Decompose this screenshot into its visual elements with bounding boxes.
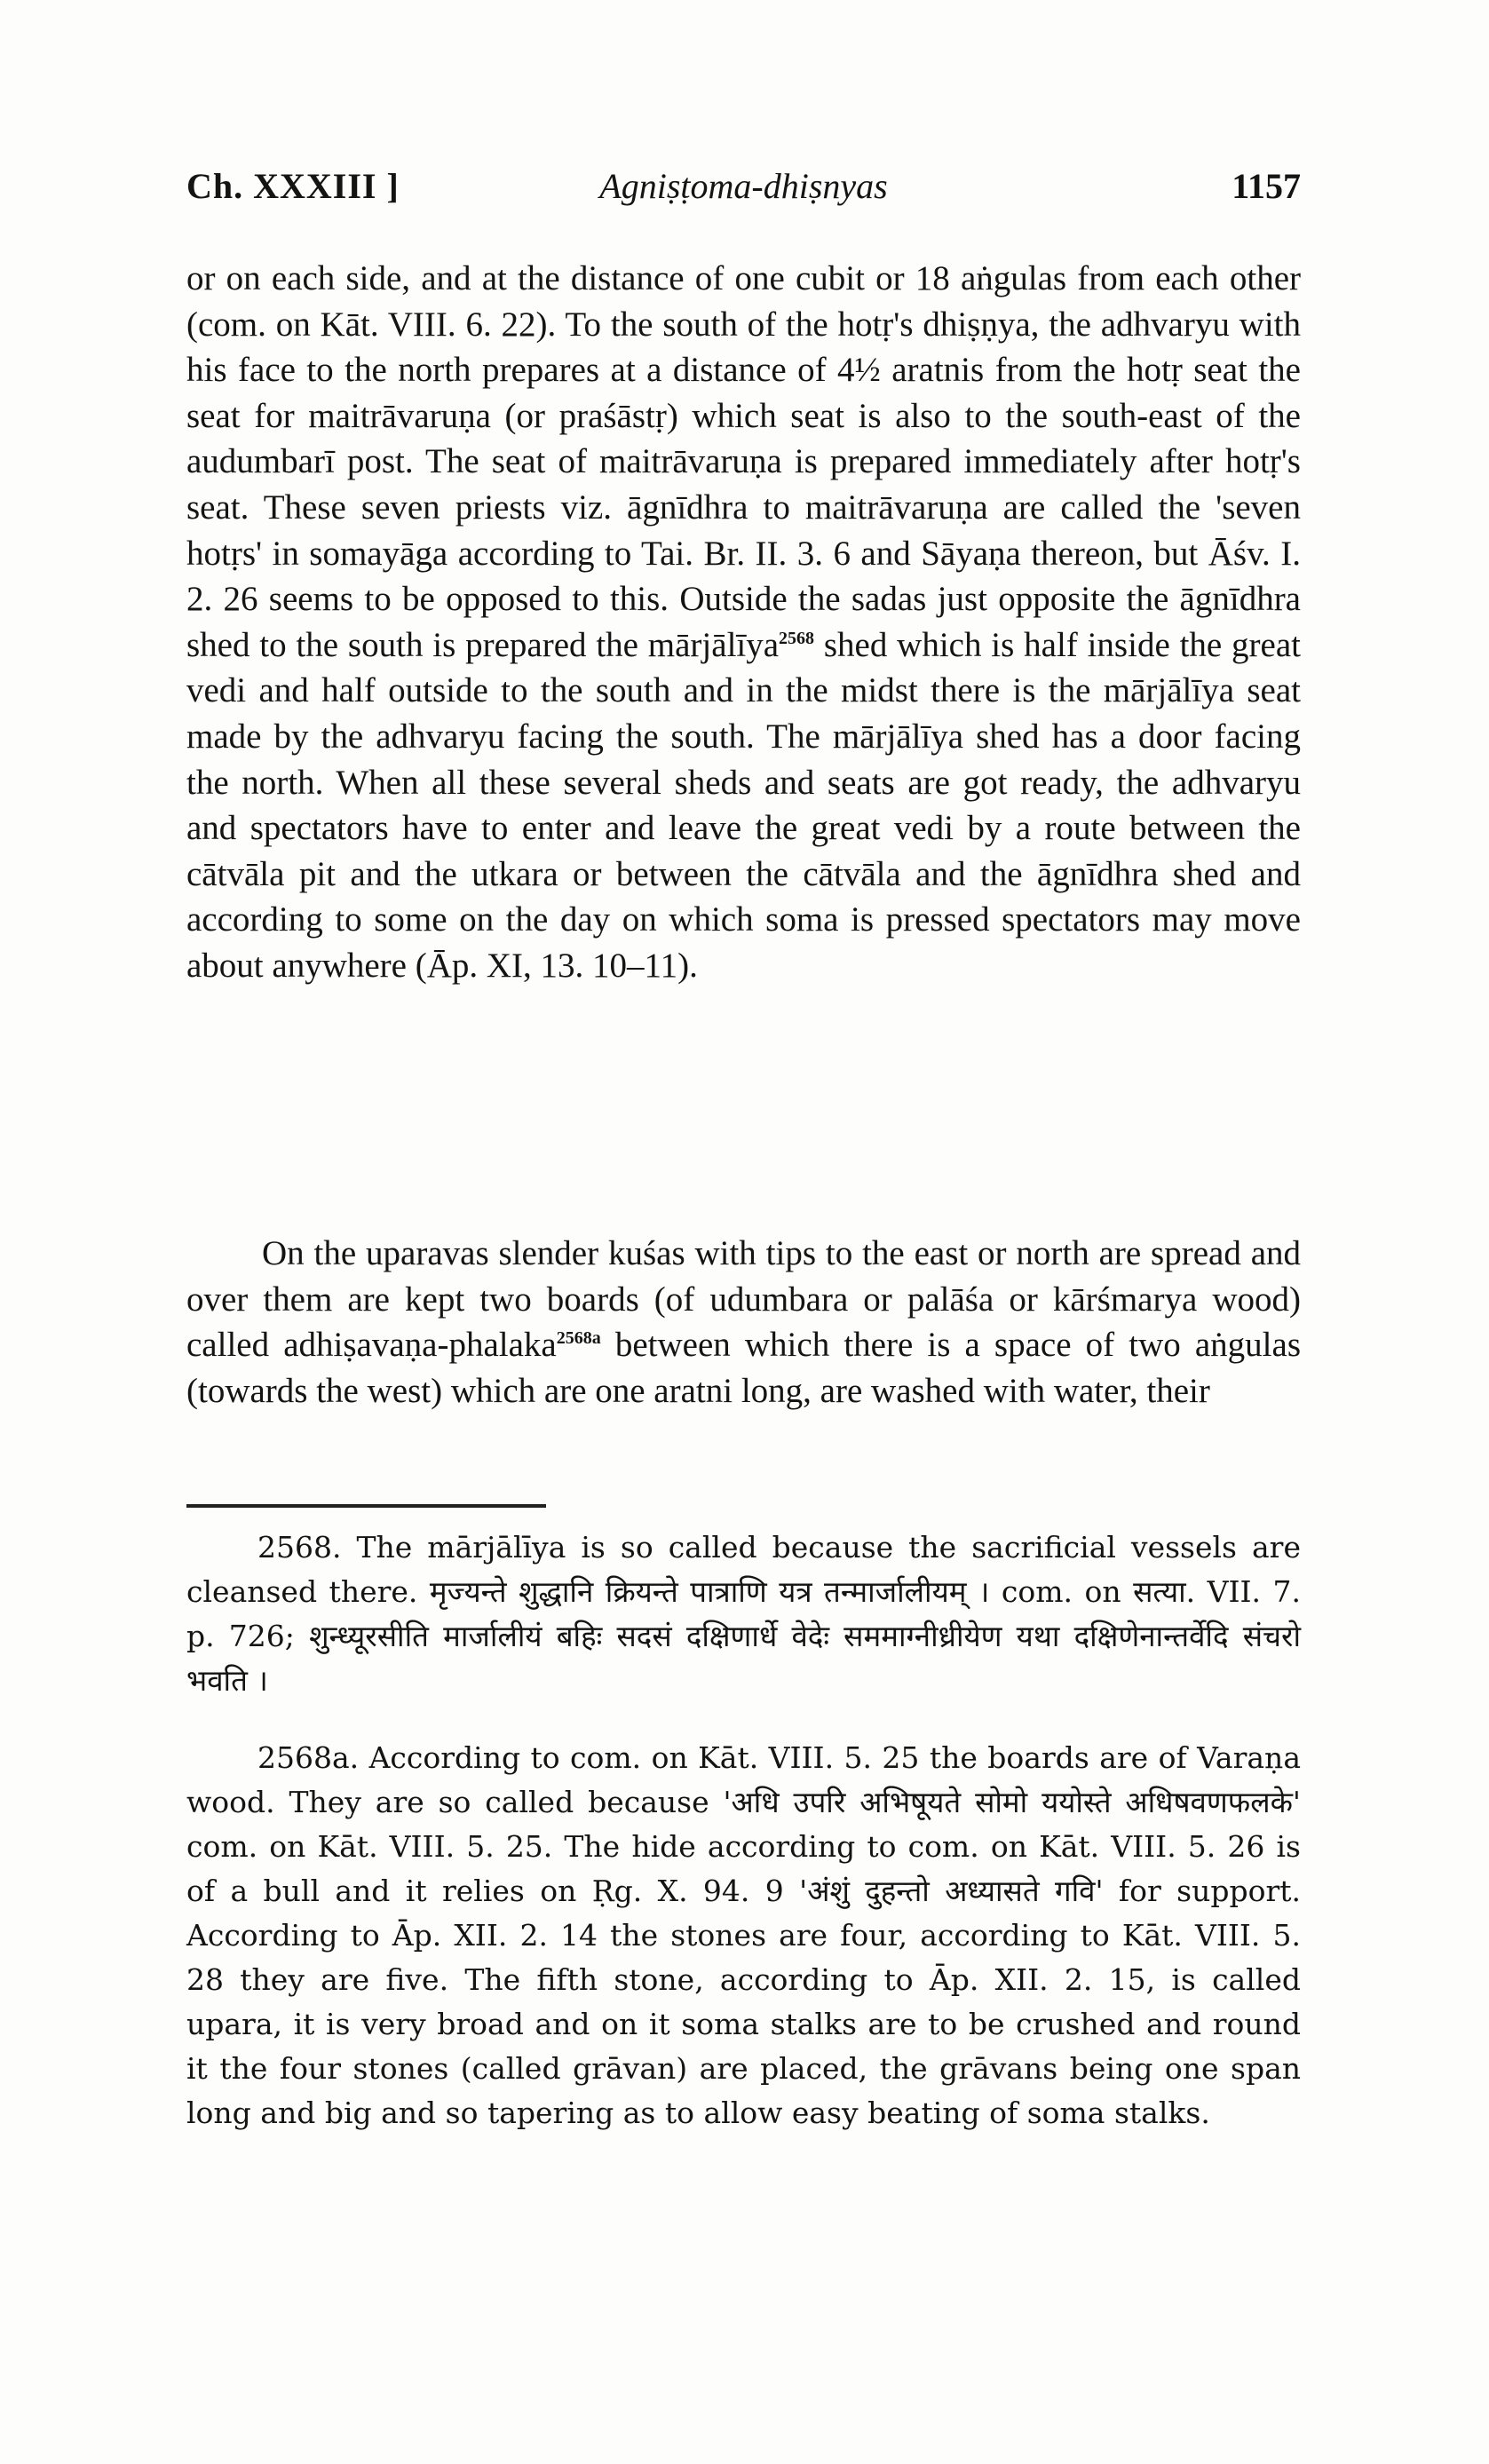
running-title: Agniṣṭoma-dhiṣnyas [599, 166, 888, 206]
paragraph-text: or on each side, and at the distance of one cubit or 18 aṅgulas from each other (com. on Kāt. VIII. 6. 22). To the south of the hotṛ's dhiṣṇya, the adhvaryu with his face to the north prepares at a distance of 4½ aratnis from the hotṛ seat the seat for maitrāvaruṇa (or praśāstṛ) which seat is also to the south-east of the audumbarī post. The seat of maitrāvaruṇa is prepared immediately after hotṛ's seat. These seven priests viz. āgnīdhra to maitrāvaruṇa are called the 'seven hotṛs' in somayāga according to Tai. Br. II. 3. 6 and Sāyaṇa thereon, but Āśv. I. 2. 26 seems to be opposed to this. Outside the sadas just opposite the āgnīdhra shed to the south is prepared the mārjālīya [186, 259, 1301, 664]
paragraph-text-cont: shed which is half inside the great vedi and half outside to the south and in the midst there is the mārjālīya seat made by the adhvaryu facing the south. The mārjālīya shed has a door facing the north. When all these several sheds and seats are got ready, the adhvaryu and spectators have to enter and leave the great vedi by a route between the cātvāla pit and the utkara or between the cātvāla and the āgnīdhra shed and according to some on the day on which soma is pressed spectators may move about anywhere (Āp. XI, 13. 10–11). [186, 625, 1301, 985]
page-number: 1157 [1232, 166, 1301, 206]
footnote-divider [186, 1504, 546, 1508]
paragraph-text: On the uparavas slender kuśas with tips to the east or north are spread and over them are kept two boards (of udumbara or palāśa or kārśmarya wood) called adhiṣavaṇa-phalaka [186, 1234, 1301, 1365]
chapter-label: Ch. XXXIII ] [186, 166, 400, 206]
main-paragraph-2 [186, 1231, 1301, 1414]
footnote-text: 2568a. According to com. on Kāt. VIII. 5. 25 the boards are of Varaṇa wood. They are so called because 'अधि उपरि अभिषूयते सोमो ययोस्ते अधिषवणफलके' com. on Kāt. VIII. 5. 25. The hide according to com. on Kāt. VIII. 5. 26 is of a bull and it relies on Ṛg. X. 94. 9 'अंशुं दुहन्तो अध्यासते गवि' for support. According to Āp. XII. 2. 14 the stones are four, according to Kāt. VIII. 5. 28 they are five. The fifth stone, according to Āp. XII. 2. 15, is called upara, it is very broad and on it soma stalks are to be crushed and round it the four stones (called grāvan) are placed, the grāvans being one span long and big and so tapering as to allow easy beating of soma stalks. [186, 1740, 1301, 2130]
main-paragraph-1 [186, 256, 1301, 989]
paragraph-text-cont: between which there is a space of two aṅgulas (towards the west) which are one aratni long, are washed with water, their [186, 1326, 1302, 1410]
footnote-ref-2568: 2568 [779, 628, 815, 648]
running-header [186, 165, 1301, 227]
footnote-2568 [186, 1525, 1301, 1703]
footnote-2568a [186, 1736, 1301, 2135]
footnote-ref-2568a: 2568a [556, 1328, 601, 1349]
footnote-text: 2568. The mārjālīya is so called because the sacrificial vessels are cleansed there. मृज्यन्ते शुद्धानि क्रियन्ते पात्राणि यत्र तन्मार्जालीयम् । com. on सत्या. VII. 7. p. 726; शुन्ध्यूरसीति मार्जालीयं बहिः सदसं दक्षिणार्धे वेदेः सममाग्नीध्रीयेण यथा दक्षिणेनान्तर्वेदि संचरो भवति । [186, 1530, 1301, 1698]
